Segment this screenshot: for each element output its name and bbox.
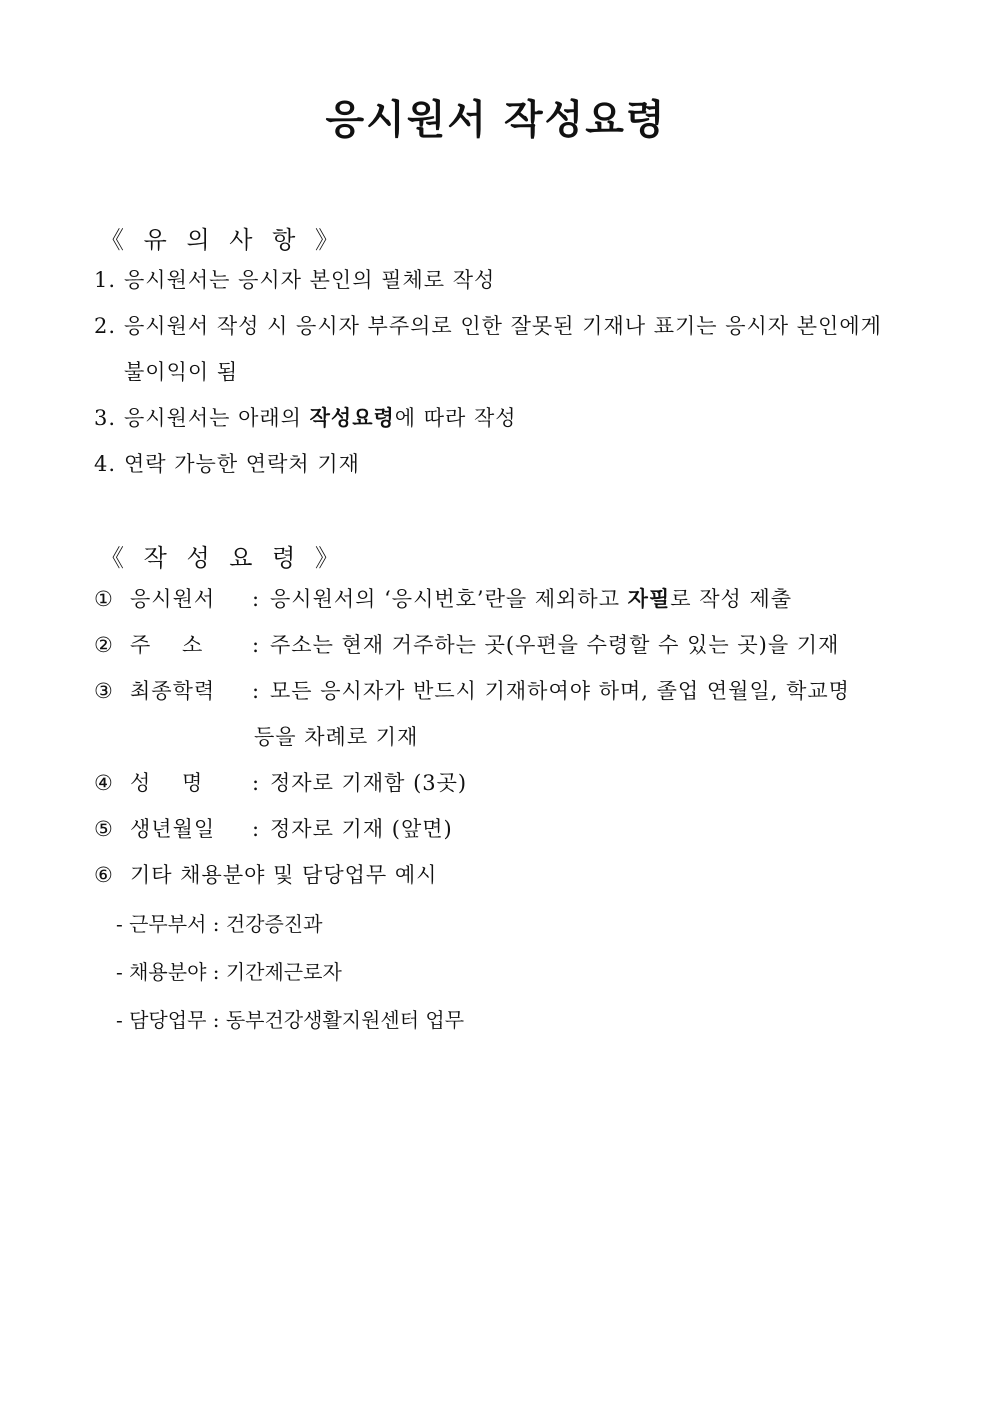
- guide-item-text-after: 로 작성 제출: [670, 587, 793, 611]
- notice-item-1: [94, 264, 495, 294]
- page-title: 응시원서 작성요령: [325, 96, 667, 143]
- guide-item-mark: ③: [94, 679, 114, 703]
- notice-item-3: [94, 402, 517, 432]
- guide-item-colon: :: [252, 771, 261, 795]
- guide-item-colon: :: [252, 633, 261, 657]
- guide-item-1: [94, 583, 792, 613]
- example-department: - 근무부서 : 건강증진과: [116, 912, 323, 936]
- guide-item-mark: ⑥: [94, 863, 114, 887]
- notice-item-number: 4.: [94, 452, 117, 476]
- guide-item-mark: ②: [94, 633, 114, 657]
- guide-item-label: 응시원서: [130, 587, 216, 611]
- guide-item-text: 응시원서의 ‘응시번호’란을 제외하고: [270, 587, 628, 611]
- guide-item-3-continuation: 등을 차례로 기재: [254, 725, 419, 749]
- guide-item-3: [94, 675, 850, 705]
- guide-item-colon: :: [252, 587, 261, 611]
- guide-item-text: 기타 채용분야 및 담당업무 예시: [130, 863, 438, 887]
- guide-item-label: 성 명: [130, 771, 204, 795]
- guide-item-label: 최종학력: [130, 679, 216, 703]
- notice-item-text: 응시원서는 아래의: [124, 406, 310, 430]
- guide-item-text: 정자로 기재함 (3곳): [270, 771, 468, 795]
- guide-item-mark: ①: [94, 587, 114, 611]
- notice-item-text: 응시원서는 응시자 본인의 필체로 작성: [124, 268, 496, 292]
- guide-item-text: 주소는 현재 거주하는 곳(우편을 수령할 수 있는 곳)을 기재: [270, 633, 840, 657]
- notice-item-4: [94, 448, 360, 478]
- notice-item-2: [94, 310, 882, 340]
- guide-item-bold-text: 자필: [627, 586, 671, 611]
- notice-item-number: 2.: [94, 314, 117, 338]
- guide-item-label: 생년월일: [130, 817, 216, 841]
- notice-item-text: 연락 가능한 연락처 기재: [124, 452, 360, 476]
- notice-heading: 《 유 의 사 항 》: [100, 226, 345, 254]
- notice-item-2-continuation: 불이익이 됨: [124, 360, 239, 384]
- guide-item-colon: :: [252, 679, 261, 703]
- notice-item-text: 응시원서 작성 시 응시자 부주의로 인한 잘못된 기재나 표기는 응시자 본인에게: [124, 314, 882, 338]
- guide-item-text: 정자로 기재 (앞면): [270, 817, 453, 841]
- guide-item-text: 모든 응시자가 반드시 기재하여야 하며, 졸업 연월일, 학교명: [270, 679, 850, 703]
- guide-item-mark: ④: [94, 771, 114, 795]
- guide-item-colon: :: [252, 817, 261, 841]
- example-duties: - 담당업무 : 동부건강생활지원센터 업무: [116, 1008, 465, 1032]
- guide-item-4: [94, 767, 467, 797]
- guide-item-2: [94, 629, 839, 659]
- notice-item-number: 3.: [94, 406, 117, 430]
- guide-item-label: 주 소: [130, 633, 204, 657]
- example-recruitment-field: - 채용분야 : 기간제근로자: [116, 960, 342, 984]
- guide-item-mark: ⑤: [94, 817, 114, 841]
- guide-heading: 《 작 성 요 령 》: [100, 544, 345, 572]
- guide-item-6: [94, 859, 437, 889]
- notice-item-number: 1.: [94, 268, 117, 292]
- notice-item-text-after: 에 따라 작성: [394, 406, 517, 430]
- guide-item-5: [94, 813, 453, 843]
- notice-item-bold-text: 작성요령: [309, 405, 395, 430]
